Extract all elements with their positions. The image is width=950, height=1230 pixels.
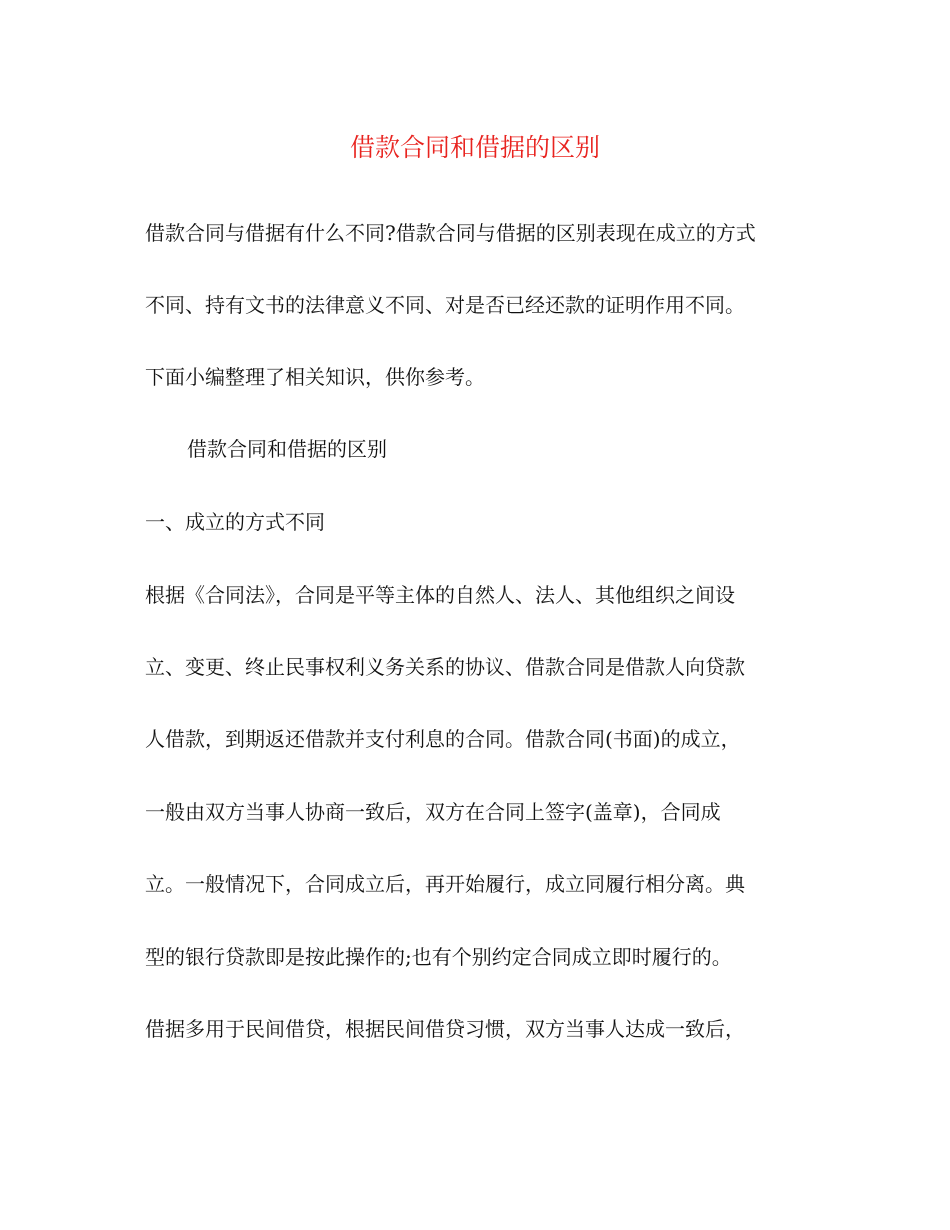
paragraph-line: 下面小编整理了相关知识，供你参考。 xyxy=(145,365,485,389)
paragraph-line: 不同、持有文书的法律意义不同、对是否已经还款的证明作用不同。 xyxy=(145,293,745,317)
paragraph-line: 借据多用于民间借贷，根据民间借贷习惯，双方当事人达成一致后， xyxy=(145,1017,745,1041)
paragraph-line: 型的银行贷款即是按此操作的;也有个别约定合同成立即时履行的。 xyxy=(145,945,732,969)
document-title: 借款合同和借据的区别 xyxy=(349,133,600,162)
paragraph-line: 立。一般情况下，合同成立后，再开始履行，成立同履行相分离。典 xyxy=(145,872,745,896)
paragraph-line: 立、变更、终止民事权利义务关系的协议、借款合同是借款人向贷款 xyxy=(145,655,745,679)
subsection-heading: 一、成立的方式不同 xyxy=(145,510,325,534)
paragraph-line: 一般由双方当事人协商一致后，双方在合同上签字(盖章)，合同成 xyxy=(145,800,721,824)
section-heading: 借款合同和借据的区别 xyxy=(187,437,387,461)
paragraph-line: 根据《合同法》，合同是平等主体的自然人、法人、其他组织之间设 xyxy=(145,583,735,607)
paragraph-line: 借款合同与借据有什么不同?借款合同与借据的区别表现在成立的方式 xyxy=(145,221,756,245)
paragraph-line: 人借款，到期返还借款并支付利息的合同。借款合同(书面)的成立， xyxy=(145,727,741,751)
